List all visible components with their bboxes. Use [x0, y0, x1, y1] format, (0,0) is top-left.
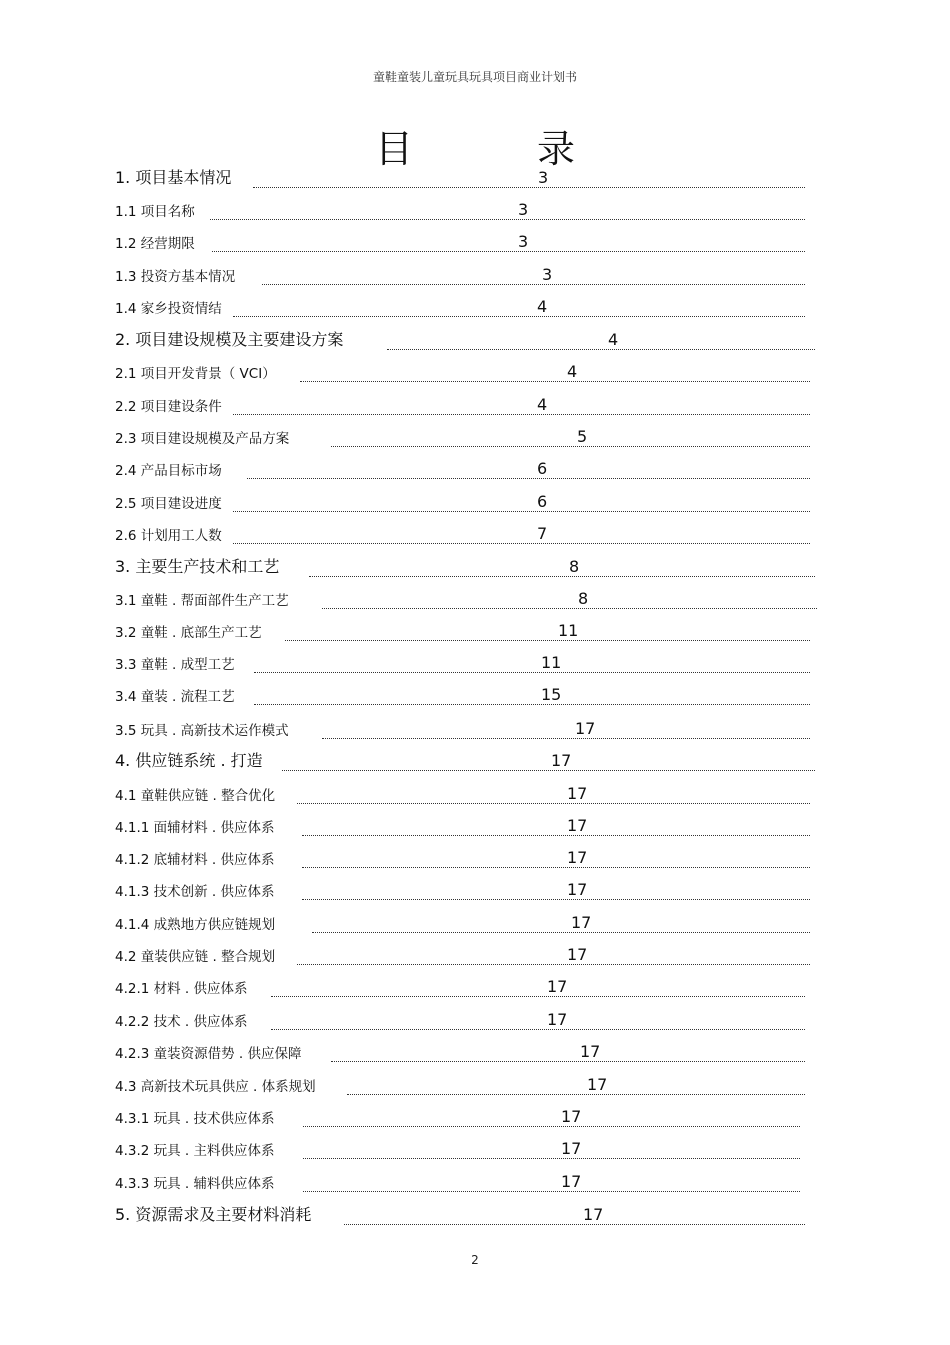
dot-leader	[331, 1061, 805, 1062]
toc-entry-page: 17	[575, 719, 596, 738]
toc-entry-label: 5. 资源需求及主要材料消耗	[115, 1205, 312, 1224]
toc-entry-page: 8	[569, 557, 580, 576]
toc-entry-label: 1. 项目基本情况	[115, 168, 232, 187]
toc-entry[interactable]	[115, 681, 835, 707]
toc-entry[interactable]	[115, 747, 835, 773]
toc-entry-label: 4.2.2 技术 . 供应体系	[115, 1014, 248, 1030]
dot-leader	[271, 996, 805, 997]
toc-entry-page: 6	[537, 459, 548, 478]
dot-leader	[262, 284, 805, 285]
toc-entry[interactable]	[115, 164, 835, 190]
toc-entry-label: 4.1.4 成熟地方供应链规划	[115, 917, 276, 933]
toc-entry[interactable]	[115, 1135, 835, 1161]
dot-leader	[233, 316, 805, 317]
toc-entry[interactable]	[115, 488, 835, 514]
toc-entry-page: 17	[583, 1205, 604, 1224]
toc-entry-label: 4. 供应链系统 . 打造	[115, 751, 263, 770]
dot-leader	[309, 576, 815, 577]
toc-title: 目 录	[374, 127, 632, 171]
toc-entry-label: 2.2 项目建设条件	[115, 399, 222, 415]
toc-entry[interactable]	[115, 780, 835, 806]
toc-entry[interactable]	[115, 812, 835, 838]
dot-leader	[387, 349, 815, 350]
toc-entry-label: 1.2 经营期限	[115, 236, 195, 252]
toc-entry-page: 11	[541, 653, 562, 672]
toc-entry-label: 3.3 童鞋 . 成型工艺	[115, 657, 235, 673]
toc-entry[interactable]	[115, 455, 835, 481]
toc-entry[interactable]	[115, 326, 835, 352]
toc-entry-page: 17	[580, 1042, 601, 1061]
toc-entry-label: 4.2.1 材料 . 供应体系	[115, 981, 248, 997]
toc-entry-page: 17	[567, 880, 588, 899]
dot-leader	[302, 899, 810, 900]
toc-entry-label: 2.6 计划用工人数	[115, 528, 222, 544]
toc-entry-page: 17	[567, 816, 588, 835]
toc-entry[interactable]	[115, 1103, 835, 1129]
toc-entry[interactable]	[115, 520, 835, 546]
toc-entry-label: 4.1 童鞋供应链 . 整合优化	[115, 788, 276, 804]
dot-leader	[210, 219, 805, 220]
toc-entry-page: 4	[537, 395, 548, 414]
toc-entry[interactable]	[115, 909, 835, 935]
toc-entry-page: 3	[538, 168, 549, 187]
dot-leader	[303, 1158, 800, 1159]
dot-leader	[253, 187, 805, 188]
toc-entry-label: 4.3.3 玩具 . 辅料供应体系	[115, 1176, 275, 1192]
dot-leader	[271, 1029, 805, 1030]
toc-entry-page: 6	[537, 492, 548, 511]
toc-entry-page: 3	[518, 200, 529, 219]
toc-entry-label: 1.3 投资方基本情况	[115, 269, 236, 285]
toc-entry-label: 4.2 童装供应链 . 整合规划	[115, 949, 276, 965]
dot-leader	[347, 1094, 805, 1095]
dot-leader	[322, 738, 810, 739]
toc-entry[interactable]	[115, 715, 835, 741]
dot-leader	[344, 1224, 805, 1225]
toc-entry-page: 8	[578, 589, 589, 608]
toc-entry-label: 4.3.1 玩具 . 技术供应体系	[115, 1111, 275, 1127]
dot-leader	[297, 803, 810, 804]
toc-entry-page: 17	[561, 1139, 582, 1158]
toc-entry[interactable]	[115, 261, 835, 287]
dot-leader	[212, 251, 805, 252]
toc-entry-page: 3	[542, 265, 553, 284]
toc-entry-label: 2.5 项目建设进度	[115, 496, 222, 512]
toc-entry[interactable]	[115, 1071, 835, 1097]
toc-entry-label: 2.1 项目开发背景（ VCI）	[115, 366, 276, 382]
dot-leader	[303, 1126, 800, 1127]
toc-entry-page: 17	[587, 1075, 608, 1094]
toc-entry[interactable]	[115, 876, 835, 902]
dot-leader	[312, 932, 810, 933]
toc-entry[interactable]	[115, 1006, 835, 1032]
toc-entry-page: 17	[561, 1172, 582, 1191]
toc-entry[interactable]	[115, 617, 835, 643]
toc-entry-label: 2.4 产品目标市场	[115, 463, 222, 479]
toc-entry[interactable]	[115, 391, 835, 417]
toc-entry[interactable]	[115, 196, 835, 222]
toc-entry-page: 17	[567, 784, 588, 803]
toc-entry[interactable]	[115, 973, 835, 999]
toc-entry-label: 3. 主要生产技术和工艺	[115, 557, 280, 576]
toc-entry-page: 3	[518, 232, 529, 251]
toc-entry-label: 4.1.2 底辅材料 . 供应体系	[115, 852, 275, 868]
toc-entry[interactable]	[115, 358, 835, 384]
toc-entry[interactable]	[115, 293, 835, 319]
dot-leader	[331, 446, 810, 447]
toc-entry-page: 17	[547, 977, 568, 996]
dot-leader	[322, 608, 817, 609]
toc-entry-page: 4	[537, 297, 548, 316]
running-header: 童鞋童装儿童玩具玩具项目商业计划书	[372, 70, 577, 84]
toc-entry-page: 4	[608, 330, 619, 349]
dot-leader	[233, 414, 810, 415]
toc-entry[interactable]	[115, 844, 835, 870]
toc-entry-page: 17	[551, 751, 572, 770]
toc-entry-label: 3.4 童装 . 流程工艺	[115, 689, 235, 705]
toc-entry-page: 17	[561, 1107, 582, 1126]
toc-entry-label: 4.2.3 童装资源借势 . 供应保障	[115, 1046, 302, 1062]
dot-leader	[233, 511, 810, 512]
toc-entry[interactable]	[115, 585, 835, 611]
dot-leader	[233, 543, 810, 544]
toc-entry-page: 11	[558, 621, 579, 640]
dot-leader	[300, 381, 810, 382]
toc-entry-label: 2.3 项目建设规模及产品方案	[115, 431, 290, 447]
toc-entry-page: 17	[547, 1010, 568, 1029]
dot-leader	[297, 964, 810, 965]
dot-leader	[302, 835, 810, 836]
toc-entry-label: 1.1 项目名称	[115, 204, 195, 220]
dot-leader	[254, 704, 810, 705]
toc-entry[interactable]	[115, 1168, 835, 1194]
toc-entry[interactable]	[115, 1038, 835, 1064]
dot-leader	[282, 770, 815, 771]
toc-entry-page: 7	[537, 524, 548, 543]
toc-entry-page: 17	[567, 945, 588, 964]
toc-entry[interactable]	[115, 228, 835, 254]
toc-entry-page: 17	[571, 913, 592, 932]
toc-entry-label: 4.3.2 玩具 . 主料供应体系	[115, 1143, 275, 1159]
toc-entry[interactable]	[115, 1201, 835, 1227]
toc-entry-label: 4.1.3 技术创新 . 供应体系	[115, 884, 275, 900]
dot-leader	[303, 1191, 800, 1192]
toc-entry-label: 3.2 童鞋 . 底部生产工艺	[115, 625, 262, 641]
toc-entry-label: 1.4 家乡投资情结	[115, 301, 222, 317]
toc-entry[interactable]	[115, 649, 835, 675]
dot-leader	[247, 478, 810, 479]
toc-entry-label: 4.1.1 面辅材料 . 供应体系	[115, 820, 275, 836]
toc-entry-page: 4	[567, 362, 578, 381]
toc-entry-page: 15	[541, 685, 562, 704]
toc-entry-label: 3.1 童鞋 . 帮面部件生产工艺	[115, 593, 289, 609]
dot-leader	[302, 867, 810, 868]
toc-entry[interactable]	[115, 423, 835, 449]
toc-entry-label: 4.3 高新技术玩具供应 . 体系规划	[115, 1079, 316, 1095]
page-number: 2	[471, 1253, 479, 1267]
toc-entry-label: 3.5 玩具 . 高新技术运作模式	[115, 723, 289, 739]
dot-leader	[254, 672, 810, 673]
toc-entry-label: 2. 项目建设规模及主要建设方案	[115, 330, 344, 349]
toc-entry[interactable]	[115, 553, 835, 579]
toc-entry[interactable]	[115, 941, 835, 967]
toc-entry-page: 5	[577, 427, 588, 446]
toc-entry-page: 17	[567, 848, 588, 867]
dot-leader	[285, 640, 810, 641]
